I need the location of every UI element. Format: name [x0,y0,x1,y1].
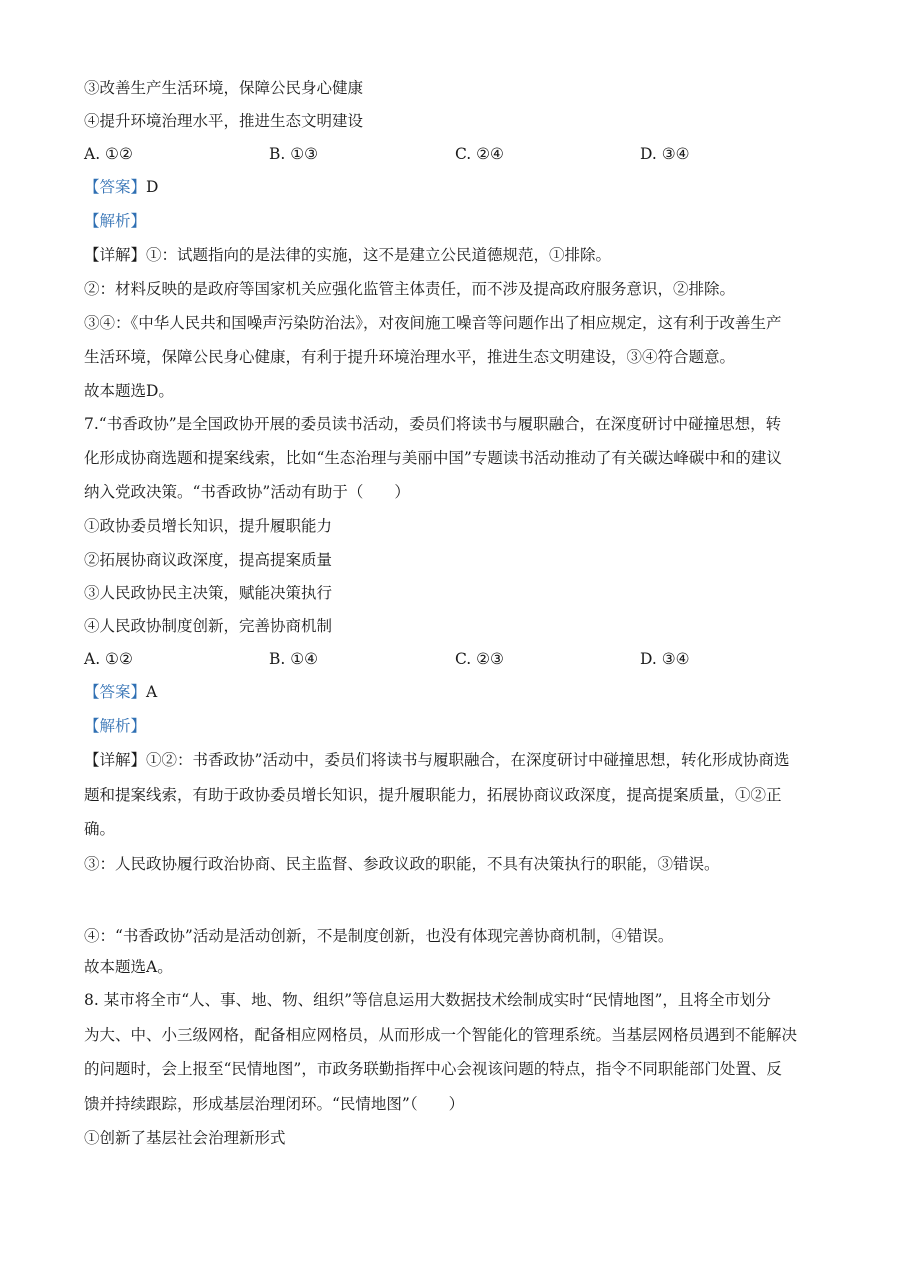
q7-conclusion: 故本题选A。 [84,958,173,976]
analysis-tag: 【解析】 [84,212,147,230]
q7-answer [84,682,157,702]
answer-value: A [146,683,158,701]
answer-value: D [146,178,159,196]
analysis-tag: 【解析】 [84,717,147,735]
q7-detail-2: ③：人民政协履行政治协商、民主监督、参政议政的职能，不具有决策执行的职能，③错误。 [84,855,720,873]
q6-detail-1 [84,245,611,265]
q7-detail-1b: 题和提案线索，有助于政协委员增长知识，提升履职能力，拓展协商议政深度，提高提案质量，①②正 [84,786,782,804]
q8-stem-1: 8. 某市将全市“人、事、地、物、组织”等信息运用大数据技术绘制成实时“民情地图”，且将全市划分 [84,991,771,1009]
detail-tag: 【详解】 [84,246,147,264]
q7-detail-1a [84,750,789,770]
q7-choice-b: B. ①④ [269,650,319,668]
detail-text: ①②：书香政协”活动中，委员们将读书与履职融合，在深度研讨中碰撞思想，转化形成协商选 [146,751,790,769]
q8-stem-4: 馈并持续跟踪，形成基层治理闭环。“民情地图”（ ） [84,1095,465,1113]
q8-stem-2: 为大、中、小三级网格，配备相应网格员，从而形成一个智能化的管理系统。当基层网格员遇到不能解决 [84,1026,798,1044]
q8-option-1: ①创新了基层社会治理新形式 [84,1129,286,1147]
q6-detail-3a: ③④：《中华人民共和国噪声污染防治法》，对夜间施工噪音等问题作出了相应规定，这有利于改善生产 [84,314,782,332]
q7-choice-c: C. ②③ [455,650,504,668]
q7-stem-3: 纳入党政决策。“书香政协”活动有助于（ ） [84,483,410,501]
q6-detail-2: ②：材料反映的是政府等国家机关应强化监管主体责任，而不涉及提高政府服务意识，②排除。 [84,280,736,298]
answer-tag: 【答案】 [84,178,147,196]
q6-choice-a: A. ①② [84,145,133,163]
q7-detail-3: ④：“书香政协”活动是活动创新，不是制度创新，也没有体现完善协商机制，④错误。 [84,927,674,945]
detail-text: ①：试题指向的是法律的实施，这不是建立公民道德规范，①排除。 [146,246,612,264]
q7-choice-d: D. ③④ [640,650,690,668]
q6-option-3: ③改善生产生活环境，保障公民身心健康 [84,79,364,97]
q6-choice-b: B. ①③ [269,145,319,163]
q7-choice-a: A. ①② [84,650,133,668]
q6-detail-3b: 生活环境，保障公民身心健康，有利于提升环境治理水平，推进生态文明建设，③④符合题意。 [84,348,736,366]
q7-stem-2: 化形成协商选题和提案线索，比如“生态治理与美丽中国”专题读书活动推动了有关碳达峰碳中和的建议 [84,449,782,467]
q7-analysis-heading [84,716,146,736]
q7-stem-1: 7.“书香政协”是全国政协开展的委员读书活动，委员们将读书与履职融合，在深度研讨中碰撞思想，转 [84,415,782,433]
q8-stem-3: 的问题时，会上报至“民情地图”，市政务联勤指挥中心会视该问题的特点，指令不同职能部门处置、反 [84,1060,782,1078]
q7-option-3: ③人民政协民主决策，赋能决策执行 [84,584,333,602]
q6-analysis-heading [84,211,146,231]
q6-option-4: ④提升环境治理水平，推进生态文明建设 [84,112,364,130]
q7-option-1: ①政协委员增长知识，提升履职能力 [84,517,333,535]
q6-choice-d: D. ③④ [640,145,690,163]
q6-conclusion: 故本题选D。 [84,382,174,400]
q7-option-4: ④人民政协制度创新，完善协商机制 [84,617,333,635]
q7-option-2: ②拓展协商议政深度，提高提案质量 [84,551,333,569]
q7-detail-1c: 确。 [84,820,116,838]
detail-tag: 【详解】 [84,751,147,769]
q6-choice-c: C. ②④ [455,145,504,163]
q6-answer [84,177,158,197]
answer-tag: 【答案】 [84,683,147,701]
